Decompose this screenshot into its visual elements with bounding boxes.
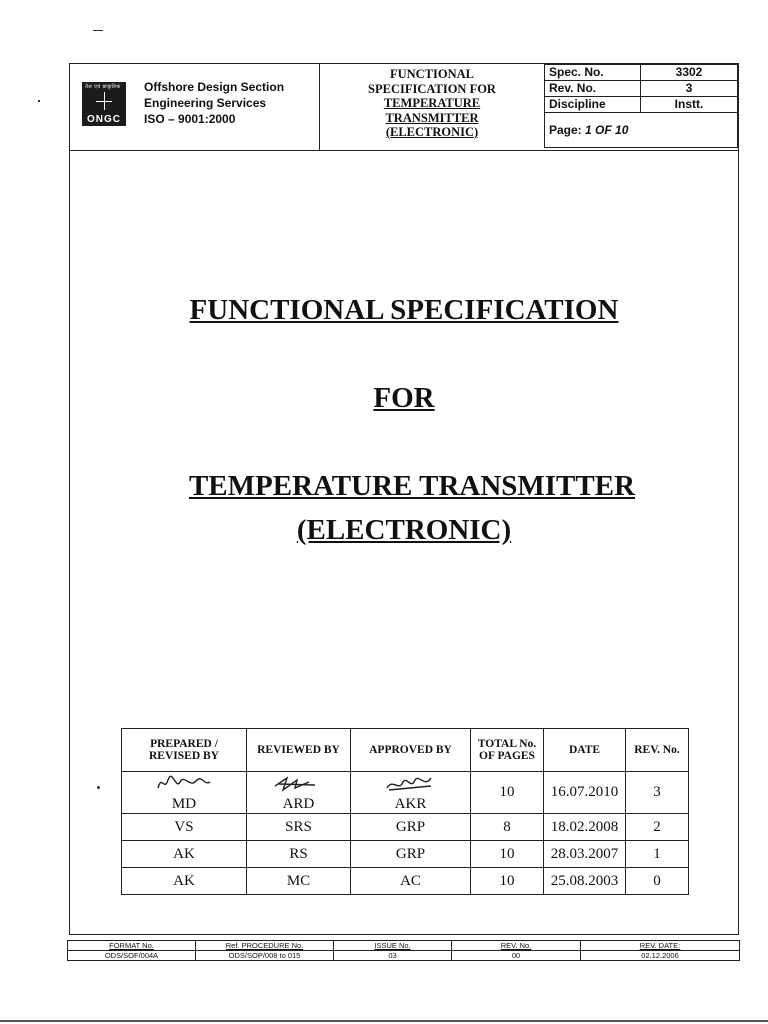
- reviewed-by: ARD: [282, 796, 315, 812]
- scan-speck: [93, 30, 103, 31]
- main-title-line-3: TEMPERATURE TRANSMITTER: [188, 470, 636, 502]
- reviewed-by: MC: [247, 868, 351, 895]
- format-no-label: FORMAT No.: [68, 941, 196, 951]
- table-row: [122, 814, 689, 841]
- org-line: ISO – 9001:2000: [144, 112, 236, 126]
- header-title-line: (ELECTRONIC): [385, 125, 479, 139]
- date: 16.07.2010: [544, 772, 626, 814]
- rev-date-label: REV. DATE:: [581, 941, 740, 951]
- document-footer: [67, 940, 740, 961]
- date: 18.02.2008: [544, 814, 626, 841]
- date: 25.08.2003: [544, 868, 626, 895]
- discipline-value: Instt.: [641, 97, 738, 113]
- issue-no-label: ISSUE No.: [334, 941, 452, 951]
- prepared-cell: [122, 772, 247, 814]
- signature-approved: [351, 772, 470, 796]
- org-line: Offshore Design Section: [144, 80, 285, 94]
- col-rev: REV. No.: [626, 729, 689, 772]
- col-reviewed: REVIEWED BY: [247, 729, 351, 772]
- col-approved: APPROVED BY: [351, 729, 471, 772]
- ref-procedure-value: ODS/SOP/008 to 015: [196, 951, 334, 961]
- header-title-line: TRANSMITTER: [385, 110, 479, 125]
- page-label: Page:: [549, 122, 582, 137]
- spec-no-value: 3302: [641, 65, 738, 81]
- header-title-line: SPECIFICATION FOR: [368, 81, 496, 96]
- discipline-label: Discipline: [545, 97, 641, 113]
- reviewed-cell: [247, 772, 351, 814]
- reviewed-by: RS: [247, 841, 351, 868]
- approved-by: AKR: [394, 796, 427, 812]
- main-title-line-1: FUNCTIONAL SPECIFICATION: [189, 294, 619, 326]
- table-row: [122, 772, 689, 814]
- header-title-line: TEMPERATURE: [383, 96, 481, 110]
- scan-speck: [97, 786, 100, 789]
- header-title-line: FUNCTIONAL: [389, 67, 475, 81]
- signature-prepared: [122, 772, 246, 796]
- total-pages: 10: [471, 841, 544, 868]
- total-pages: 10: [471, 772, 544, 814]
- issue-no-value: 03: [334, 951, 452, 961]
- approved-by: GRP: [351, 814, 471, 841]
- total-pages: 8: [471, 814, 544, 841]
- ref-procedure-label: Ref. PROCEDURE No.: [196, 941, 334, 951]
- col-total-pages: TOTAL No. OF PAGES: [471, 729, 544, 772]
- page-indicator: [545, 113, 738, 148]
- prepared-by: AK: [122, 868, 247, 895]
- page-value: 1 OF 10: [585, 122, 629, 137]
- col-prepared: PREPARED / REVISED BY: [122, 729, 247, 772]
- org-line: Engineering Services: [144, 96, 267, 110]
- approved-by: GRP: [351, 841, 471, 868]
- prepared-by: AK: [122, 841, 247, 868]
- total-pages: 10: [471, 868, 544, 895]
- approved-cell: [351, 772, 471, 814]
- rev-no: 2: [626, 814, 689, 841]
- scan-speck: [38, 100, 40, 102]
- logo-top-text: तेल एवं प्राकृतिक: [85, 84, 121, 90]
- rev-no: 0: [626, 868, 689, 895]
- ongc-logo: [82, 82, 126, 126]
- date: 28.03.2007: [544, 841, 626, 868]
- document-header: [70, 64, 738, 151]
- logo-word: ONGC: [87, 114, 121, 125]
- spec-no-label: Spec. No.: [545, 65, 641, 81]
- revision-history-table: [121, 728, 689, 895]
- footer-rev-no-label: REV. No.: [452, 941, 581, 951]
- rev-no-label: Rev. No.: [545, 81, 641, 97]
- reviewed-by: SRS: [247, 814, 351, 841]
- prepared-by: VS: [122, 814, 247, 841]
- table-row: [122, 841, 689, 868]
- organization-block: [144, 79, 284, 127]
- rev-date-value: 02.12.2006: [581, 951, 740, 961]
- format-no-value: ODS/SOF/004A: [68, 951, 196, 961]
- table-row: [122, 868, 689, 895]
- header-title: [321, 67, 543, 140]
- prepared-by: MD: [171, 796, 197, 812]
- footer-rev-no-value: 00: [452, 951, 581, 961]
- rev-no: 1: [626, 841, 689, 868]
- rev-no: 3: [626, 772, 689, 814]
- col-date: DATE: [544, 729, 626, 772]
- main-title-line-2: FOR: [373, 382, 435, 414]
- approved-by: AC: [351, 868, 471, 895]
- rev-no-value: 3: [641, 81, 738, 97]
- signature-reviewed: [247, 772, 350, 796]
- main-title-line-4: (ELECTRONIC): [296, 514, 512, 546]
- scan-edge: [0, 1020, 768, 1022]
- spec-info-table: [544, 64, 738, 148]
